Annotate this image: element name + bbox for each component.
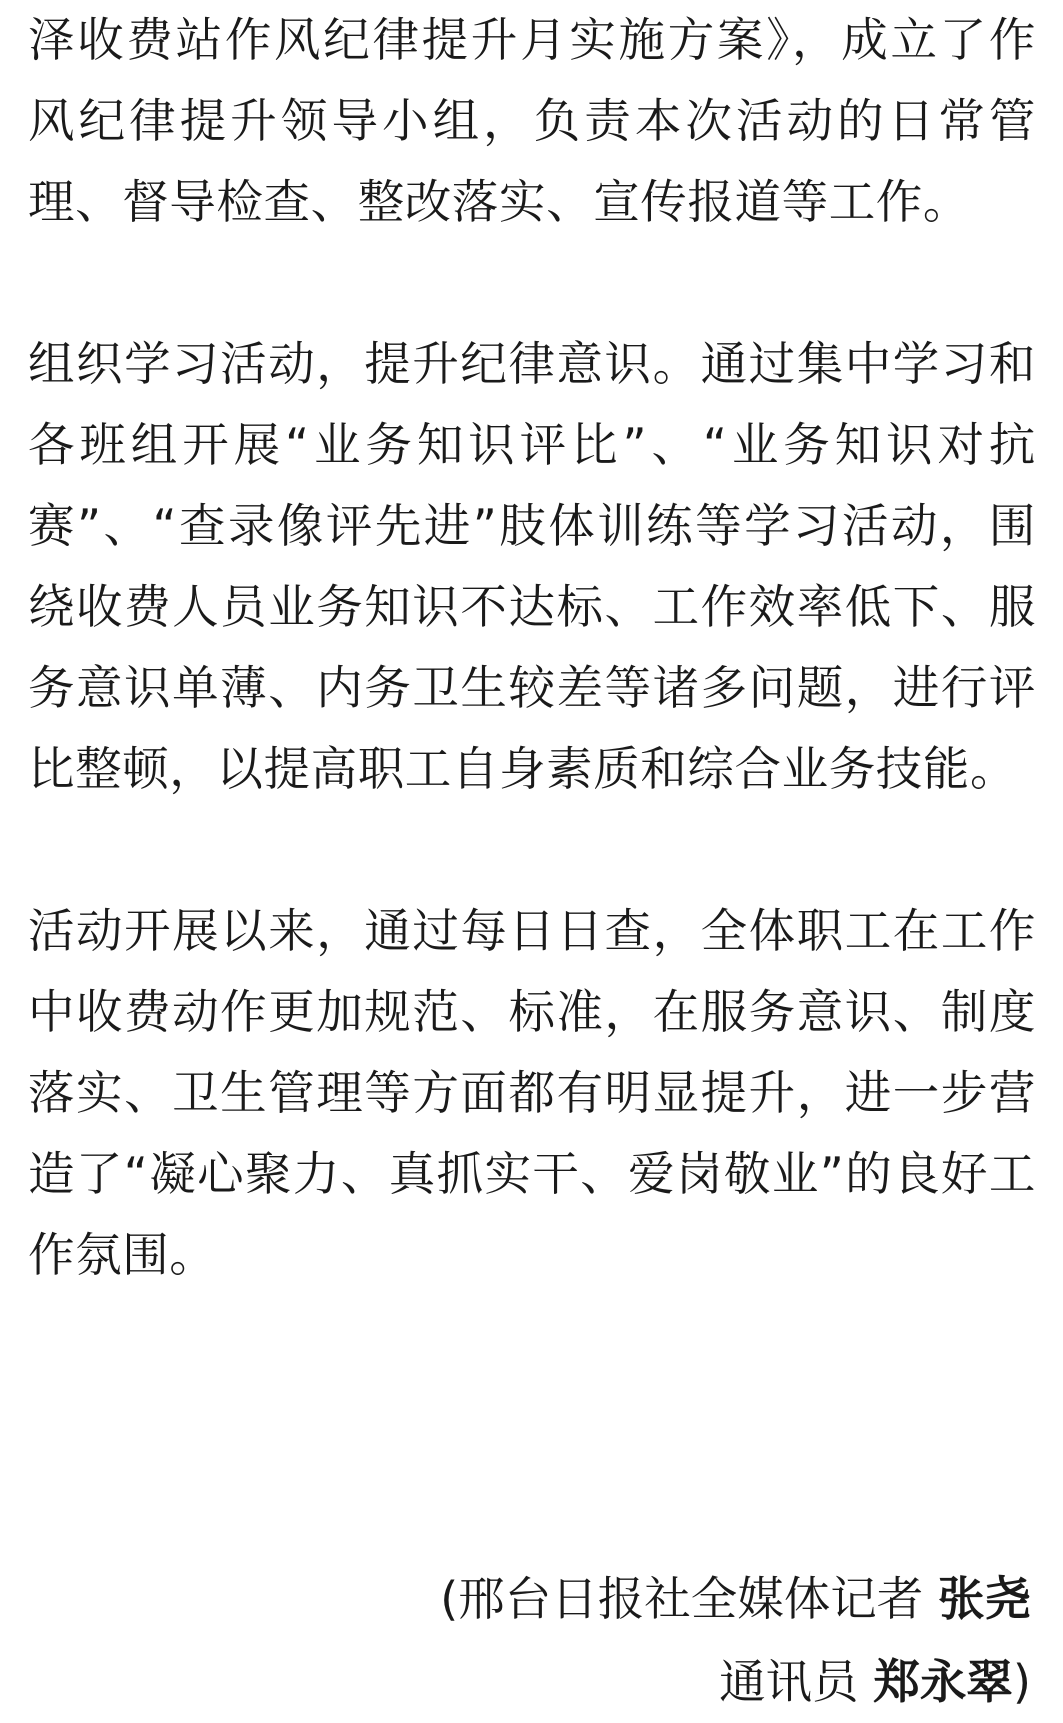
byline-prefix: 通讯员 <box>719 1655 874 1709</box>
reporter-name: 张尧 <box>938 1572 1031 1626</box>
byline-reporter <box>131 1559 1031 1640</box>
article-paragraph: 泽收费站作风纪律提升月实施方案》，成立了作风纪律提升领导小组，负责本次活动的日常管理、督导检查、整改落实、宣传报道等工作。 <box>28 13 1036 229</box>
correspondent-name: 郑永翠 <box>873 1655 1013 1709</box>
article-body <box>28 0 1036 1296</box>
article-paragraph: 组织学习活动，提升纪律意识。通过集中学习和各班组开展“业务知识评比”、“业务知识对抗赛”、“查录像评先进”肢体训练等学习活动，围绕收费人员业务知识不达标、工作效率低下、服务意识单薄、内务卫生较差等诸多问题，进行评比整顿，以提高职工自身素质和综合业务技能。 <box>28 337 1036 796</box>
byline-closing: ) <box>1012 1655 1031 1709</box>
article-paragraph: 活动开展以来，通过每日日查，全体职工在工作中收费动作更加规范、标准，在服务意识、制度落实、卫生管理等方面都有明显提升，进一步营造了“凝心聚力、真抓实干、爱岗敬业”的良好工作氛围。 <box>28 904 1036 1282</box>
byline-prefix: (邢台日报社全媒体记者 <box>440 1572 938 1626</box>
byline-correspondent <box>131 1642 1031 1723</box>
